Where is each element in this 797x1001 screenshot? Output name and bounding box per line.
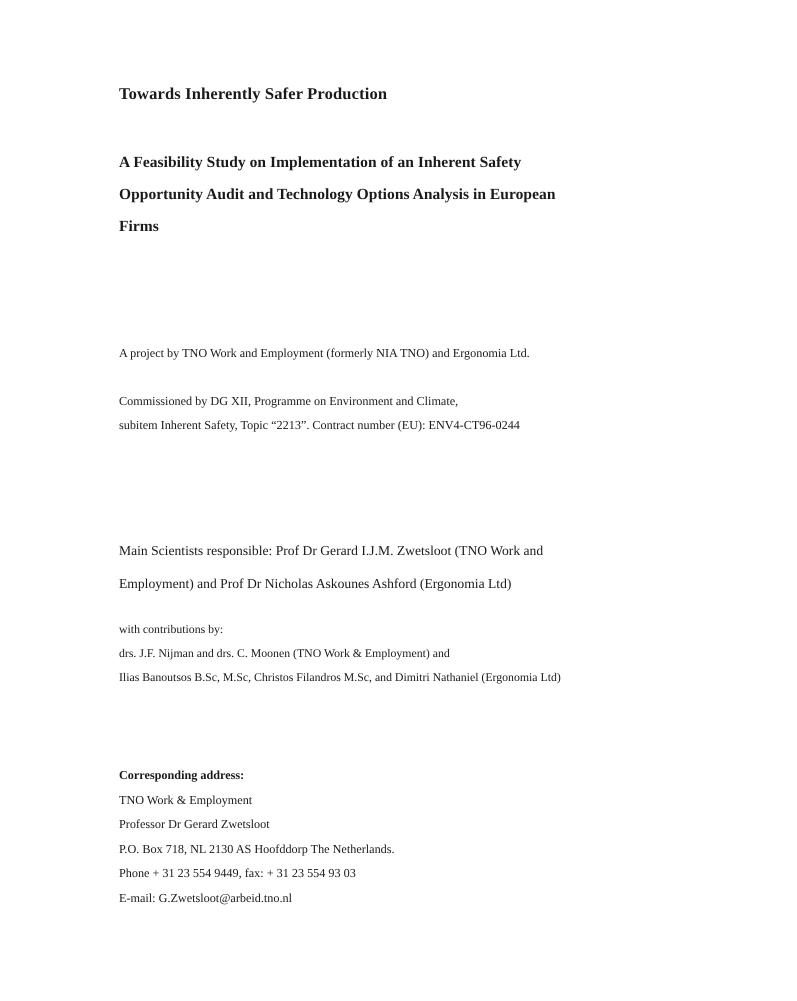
address-phone-fax: Phone + 31 23 554 9449, fax: + 31 23 554 93 03	[119, 866, 356, 880]
corresponding-address-block	[119, 763, 689, 910]
contributions-line: drs. J.F. Nijman and drs. C. Moonen (TNO Work & Employment) and	[119, 646, 450, 660]
commission-line: Commissioned by DG XII, Programme on Environment and Climate,	[119, 394, 459, 408]
subtitle-line: A Feasibility Study on Implementation of an Inherent Safety	[119, 154, 522, 171]
contract-number-line: subitem Inherent Safety, Topic “2213”. Contract number (EU): ENV4-CT96-0244	[119, 418, 520, 432]
project-line: A project by TNO Work and Employment (formerly NIA TNO) and Ergonomia Ltd.	[119, 346, 530, 360]
contributions-block	[119, 617, 689, 689]
address-email: E-mail: G.Zwetsloot@arbeid.tno.nl	[119, 890, 293, 905]
scientists-line: Employment) and Prof Dr Nicholas Askounes Ashford (Ergonomia Ltd)	[119, 576, 512, 591]
document-subtitle	[119, 147, 675, 243]
address-heading: Corresponding address:	[119, 768, 245, 782]
address-person: Professor Dr Gerard Zwetsloot	[119, 817, 270, 831]
project-attribution	[119, 341, 689, 365]
commission-block	[119, 389, 689, 437]
scientists-line: Main Scientists responsible: Prof Dr Gerard I.J.M. Zwetsloot (TNO Work and	[119, 543, 544, 558]
document-title: Towards Inherently Safer Production	[119, 84, 388, 103]
contributions-line: Ilias Banoutsos B.Sc, M.Sc, Christos Filandros M.Sc, and Dimitri Nathaniel (Ergonomia Ltd)	[119, 670, 561, 684]
subtitle-line: Opportunity Audit and Technology Options Analysis in European	[119, 186, 556, 203]
address-organisation: TNO Work & Employment	[119, 792, 253, 807]
contributions-heading: with contributions by:	[119, 622, 224, 636]
address-postal: P.O. Box 718, NL 2130 AS Hoofddorp The Netherlands.	[119, 841, 395, 856]
subtitle-line: Firms	[119, 218, 159, 235]
main-scientists-block	[119, 534, 689, 600]
